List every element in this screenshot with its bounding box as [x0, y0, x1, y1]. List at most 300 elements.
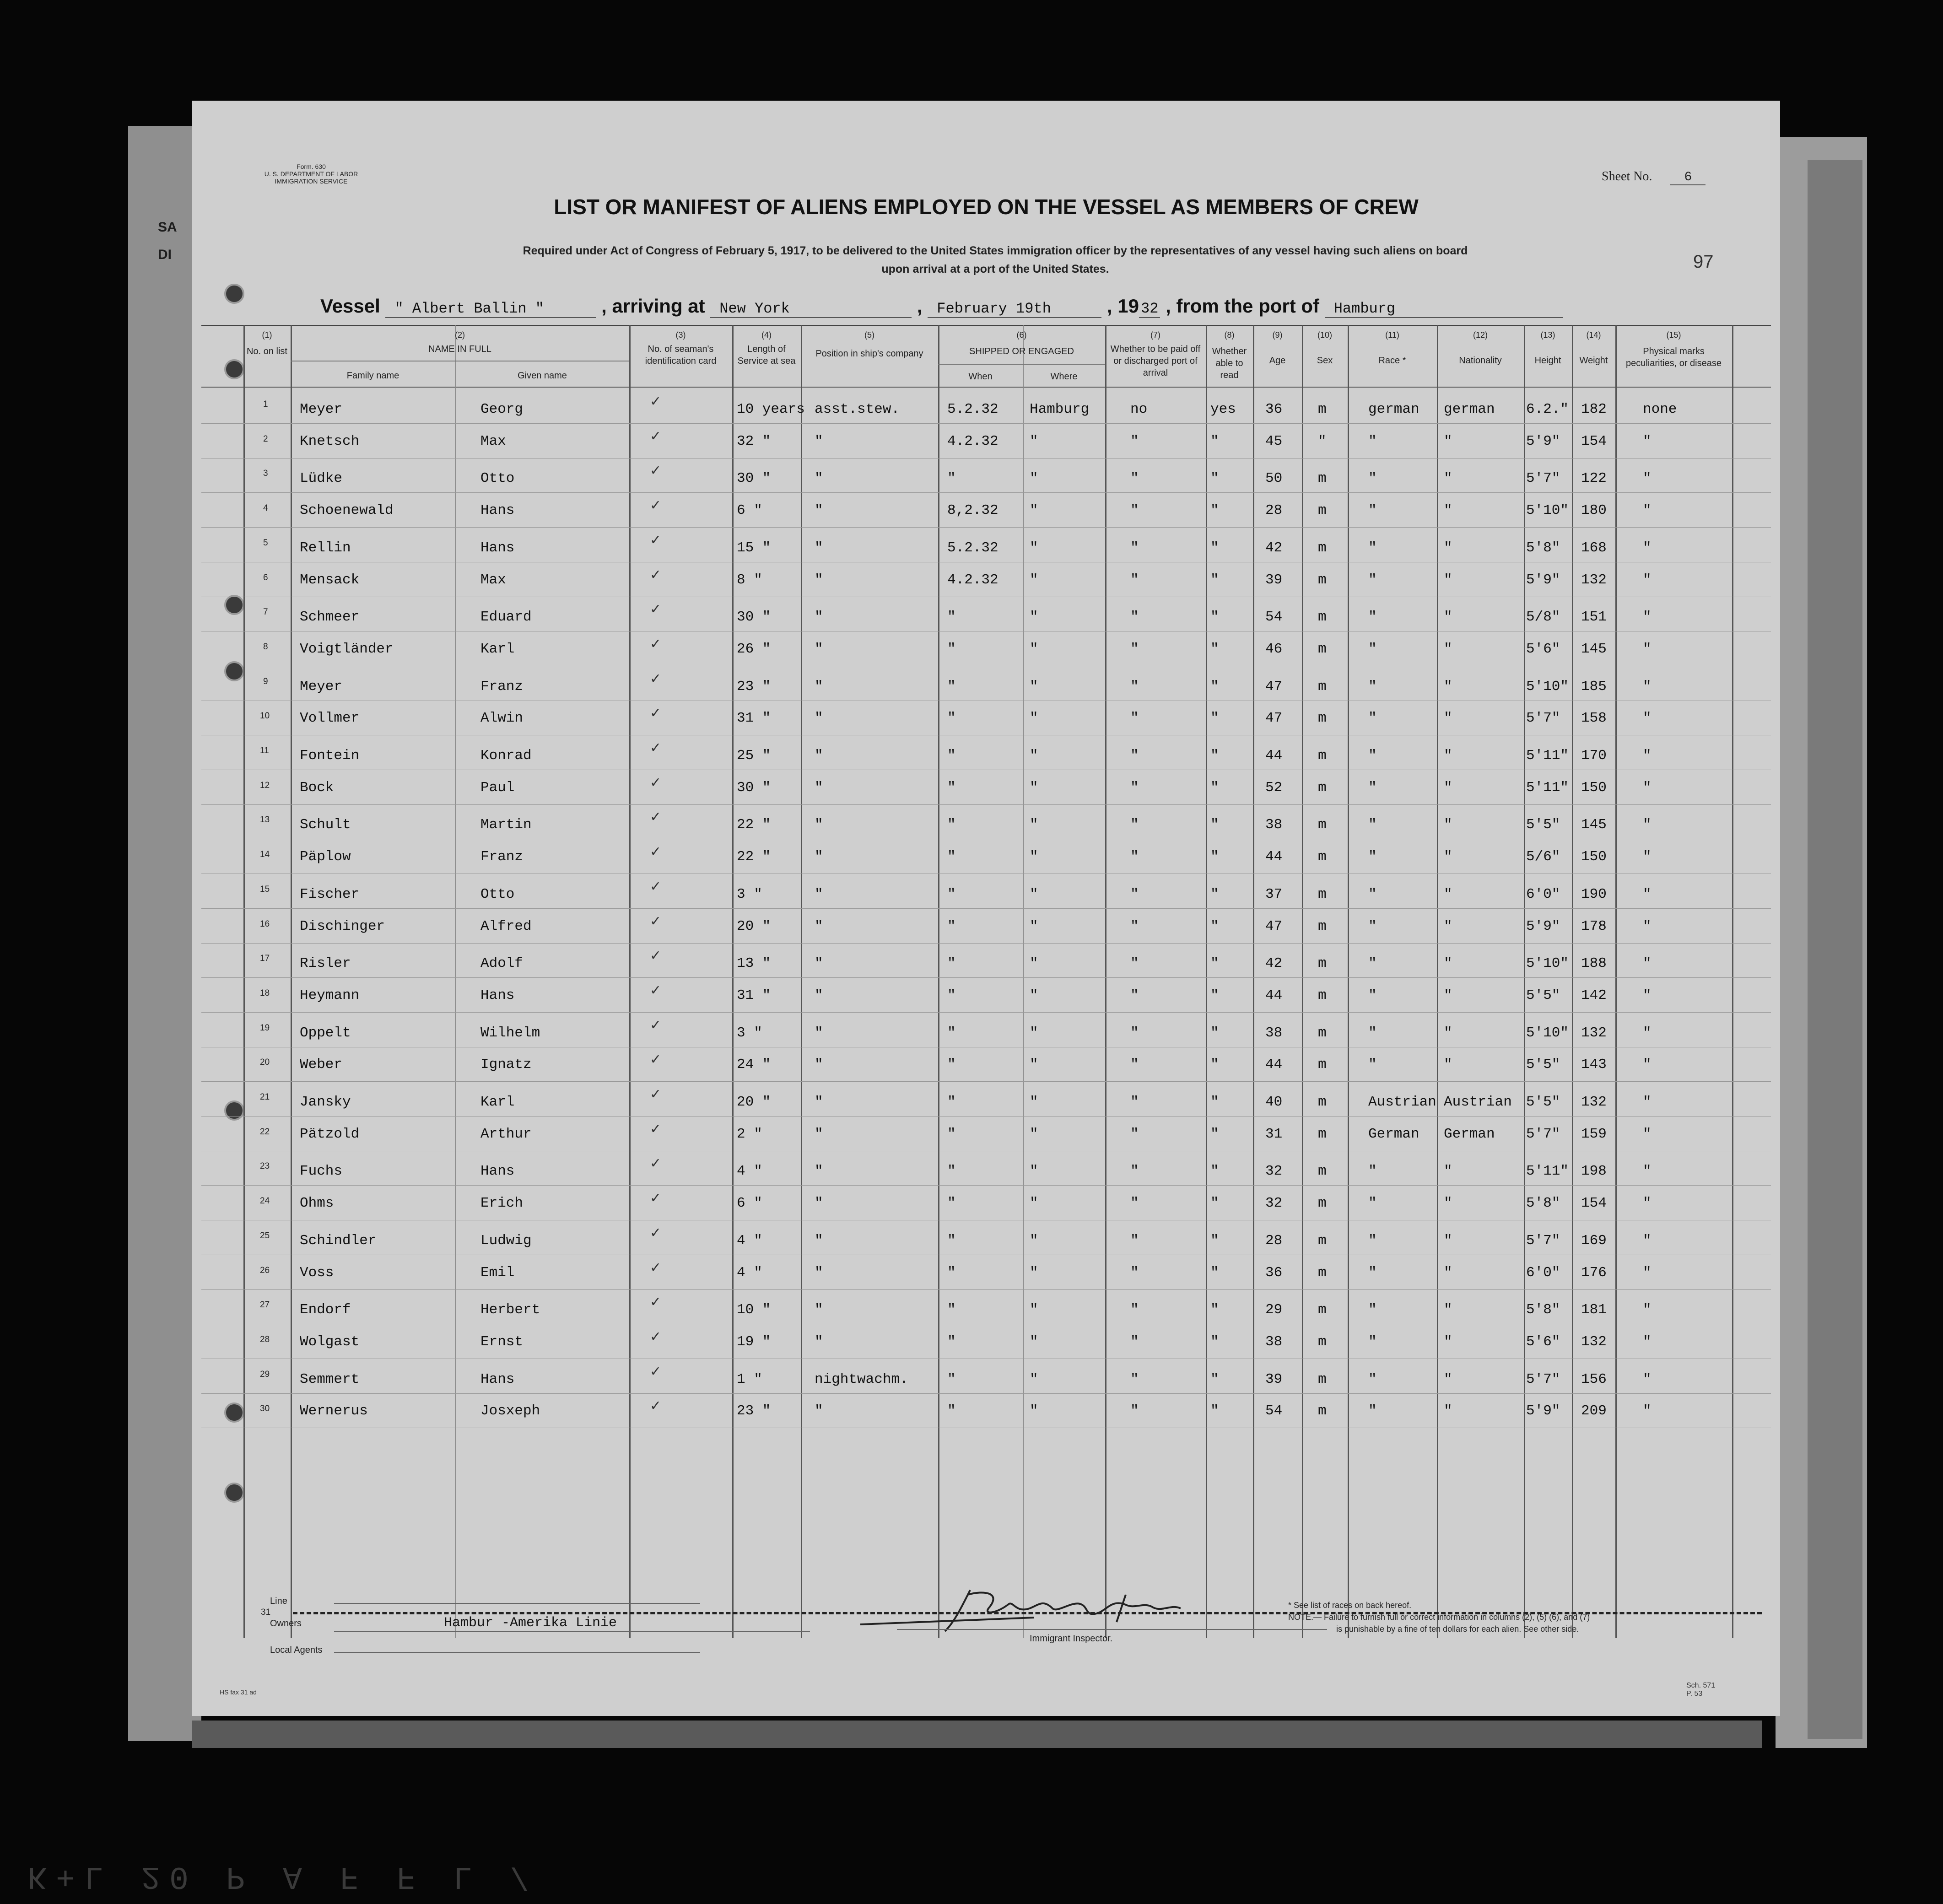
- given-name: Hans: [480, 987, 515, 1003]
- nationality: ": [1444, 849, 1452, 865]
- physical-marks: ": [1643, 539, 1652, 556]
- length-of-service: 6 ": [737, 502, 762, 519]
- signature-line: [897, 1629, 1327, 1630]
- table-row: [192, 1153, 1780, 1187]
- row-rule: [201, 1081, 1771, 1082]
- sex: m: [1318, 1126, 1327, 1142]
- weight: 132: [1581, 572, 1607, 588]
- shipped-when: ": [947, 1264, 956, 1281]
- height: 5'7": [1526, 470, 1560, 487]
- table-row: [192, 565, 1780, 599]
- family-name: Fuchs: [300, 1163, 343, 1180]
- position: ": [815, 641, 823, 657]
- length-of-service: 22 ": [737, 817, 771, 833]
- given-name: Konrad: [480, 748, 532, 764]
- sex: m: [1318, 609, 1327, 626]
- able-to-read: ": [1210, 1025, 1219, 1041]
- age: 44: [1265, 1057, 1283, 1073]
- length-of-service: 31 ": [737, 710, 771, 727]
- page-title: LIST OR MANIFEST OF ALIENS EMPLOYED ON THE VESSEL AS MEMBERS OF CREW: [554, 195, 1419, 219]
- sex: m: [1318, 1264, 1327, 1281]
- position: ": [815, 779, 823, 796]
- table-row: [192, 1119, 1780, 1153]
- position: ": [815, 817, 823, 833]
- paid-off: ": [1130, 1302, 1139, 1318]
- shipped-when: 5.2.32: [947, 401, 998, 417]
- check-mark: ✓: [650, 705, 662, 722]
- height: 6.2.": [1526, 401, 1569, 417]
- position: ": [815, 1403, 823, 1419]
- row-number: 20: [260, 1057, 270, 1068]
- position: nightwachm.: [815, 1371, 908, 1387]
- check-mark: ✓: [650, 463, 662, 479]
- race: ": [1368, 1057, 1377, 1073]
- race: ": [1368, 470, 1377, 487]
- weight: 190: [1581, 886, 1607, 902]
- column-number: (14): [1586, 330, 1601, 340]
- length-of-service: 8 ": [737, 572, 762, 588]
- header-name-in-full: NAME IN FULL: [428, 344, 491, 354]
- row-number: 10: [260, 711, 270, 721]
- row-number: 3: [263, 469, 268, 479]
- given-name: Hans: [480, 502, 515, 519]
- able-to-read: ": [1210, 918, 1219, 934]
- position: ": [815, 1025, 823, 1041]
- position: ": [815, 1057, 823, 1073]
- film-edge-marks: K+L 20 P A F F L /: [27, 1858, 539, 1894]
- header-sex: Sex: [1317, 356, 1333, 366]
- physical-marks: ": [1643, 470, 1652, 487]
- shipped-when: ": [947, 1333, 956, 1350]
- race: ": [1368, 678, 1377, 695]
- local-agents-label: Local Agents: [270, 1645, 323, 1655]
- height: 5'5": [1526, 817, 1560, 833]
- row-number: 19: [260, 1023, 270, 1033]
- family-name: Heymann: [300, 987, 360, 1003]
- race: ": [1368, 987, 1377, 1003]
- arrival-year: 32: [1139, 300, 1160, 318]
- able-to-read: ": [1210, 1403, 1219, 1419]
- paid-off: ": [1130, 1333, 1139, 1350]
- able-to-read: ": [1210, 1163, 1219, 1180]
- weight: 168: [1581, 539, 1607, 556]
- age: 50: [1265, 470, 1283, 487]
- position: ": [815, 572, 823, 588]
- header-physical-marks: Physical marks peculiarities, or disease: [1626, 346, 1722, 368]
- race: ": [1368, 1302, 1377, 1318]
- weight: 209: [1581, 1403, 1607, 1419]
- weight: 150: [1581, 849, 1607, 865]
- shipped-where: ": [1030, 918, 1038, 934]
- family-name: Lüdke: [300, 470, 343, 487]
- underlying-page-right-edge: [1808, 160, 1862, 1739]
- row-number: 24: [260, 1196, 270, 1206]
- length-of-service: 4 ": [737, 1163, 762, 1180]
- row-rule: [201, 1116, 1771, 1117]
- header-race: Race *: [1378, 356, 1406, 366]
- table-row: [192, 634, 1780, 668]
- column-number: (1): [262, 330, 272, 340]
- row-rule: [201, 1012, 1771, 1013]
- sex: m: [1318, 641, 1327, 657]
- given-name: Emil: [480, 1264, 515, 1281]
- physical-marks: ": [1643, 748, 1652, 764]
- nationality: ": [1444, 502, 1452, 519]
- nationality: ": [1444, 955, 1452, 972]
- able-to-read: ": [1210, 1195, 1219, 1212]
- length-of-service: 30 ": [737, 779, 771, 796]
- paid-off: ": [1130, 1057, 1139, 1073]
- height: 5'9": [1526, 1403, 1560, 1419]
- weight: 132: [1581, 1333, 1607, 1350]
- underlying-text: SA: [158, 220, 177, 235]
- shipped-where: ": [1030, 748, 1038, 764]
- family-name: Schult: [300, 817, 351, 833]
- column-number: (11): [1385, 330, 1399, 340]
- position: ": [815, 1333, 823, 1350]
- able-to-read: ": [1210, 987, 1219, 1003]
- family-name: Schmeer: [300, 609, 360, 626]
- weight: 169: [1581, 1232, 1607, 1249]
- age: 28: [1265, 1232, 1283, 1249]
- shipped-where: ": [1030, 779, 1038, 796]
- shipped-where: ": [1030, 1371, 1038, 1387]
- shipped-where: ": [1030, 470, 1038, 487]
- height: 5'8": [1526, 1302, 1560, 1318]
- form-number: Form. 630: [297, 163, 326, 170]
- race: ": [1368, 955, 1377, 972]
- weight: 198: [1581, 1163, 1607, 1180]
- height: 5'11": [1526, 779, 1569, 796]
- age: 29: [1265, 1302, 1283, 1318]
- position: ": [815, 1195, 823, 1212]
- subtitle-line: upon arrival at a port of the United States.: [881, 263, 1109, 275]
- position: ": [815, 987, 823, 1003]
- shipped-when: ": [947, 1126, 956, 1142]
- age: 44: [1265, 987, 1283, 1003]
- shipped-where: ": [1030, 886, 1038, 902]
- position: ": [815, 609, 823, 626]
- length-of-service: 26 ": [737, 641, 771, 657]
- given-name: Arthur: [480, 1126, 532, 1142]
- length-of-service: 31 ": [737, 987, 771, 1003]
- sex: m: [1318, 1232, 1327, 1249]
- page-subtitle: [389, 242, 1602, 278]
- length-of-service: 2 ": [737, 1126, 762, 1142]
- length-of-service: 30 ": [737, 470, 771, 487]
- paid-off: ": [1130, 433, 1139, 449]
- sex: m: [1318, 955, 1327, 972]
- column-number: (10): [1317, 330, 1332, 340]
- schedule-number: Sch. 571: [1686, 1682, 1716, 1689]
- table-row: [192, 1257, 1780, 1291]
- length-of-service: 6 ": [737, 1195, 762, 1212]
- table-row: [192, 980, 1780, 1014]
- header-position: Position in ship's company: [815, 349, 923, 359]
- shipped-when: ": [947, 1403, 956, 1419]
- age: 38: [1265, 1333, 1283, 1350]
- row-number: 1: [263, 399, 268, 409]
- height: 5'5": [1526, 1094, 1560, 1110]
- height: 5'11": [1526, 1163, 1569, 1180]
- height: 5'7": [1526, 710, 1560, 727]
- length-of-service: 10 years: [737, 401, 805, 417]
- race: ": [1368, 1264, 1377, 1281]
- check-mark: ✓: [650, 740, 662, 756]
- weight: 178: [1581, 918, 1607, 934]
- paid-off: ": [1130, 678, 1139, 695]
- table-row: [192, 495, 1780, 529]
- header-age: Age: [1269, 356, 1286, 366]
- sex: m: [1318, 539, 1327, 556]
- physical-marks: ": [1643, 641, 1652, 657]
- sex: m: [1318, 1057, 1327, 1073]
- age: 47: [1265, 678, 1283, 695]
- physical-marks: ": [1643, 1195, 1652, 1212]
- race: ": [1368, 1403, 1377, 1419]
- able-to-read: ": [1210, 1057, 1219, 1073]
- check-mark: ✓: [650, 1328, 662, 1345]
- header-weight: Weight: [1579, 356, 1608, 366]
- check-mark: ✓: [650, 636, 662, 652]
- physical-marks: ": [1643, 955, 1652, 972]
- check-mark: ✓: [650, 566, 662, 583]
- able-to-read: ": [1210, 955, 1219, 972]
- family-name: Ohms: [300, 1195, 334, 1212]
- height: 5'10": [1526, 1025, 1569, 1041]
- able-to-read: ": [1210, 433, 1219, 449]
- year-prefix: , 19: [1106, 295, 1139, 317]
- nationality: ": [1444, 1302, 1452, 1318]
- sex: m: [1318, 572, 1327, 588]
- weight: 143: [1581, 1057, 1607, 1073]
- check-mark: ✓: [650, 532, 662, 548]
- shipped-when: ": [947, 779, 956, 796]
- sex: m: [1318, 886, 1327, 902]
- length-of-service: 24 ": [737, 1057, 771, 1073]
- family-name: Pätzold: [300, 1126, 360, 1142]
- race: ": [1368, 1232, 1377, 1249]
- sex: m: [1318, 1025, 1327, 1041]
- nationality: ": [1444, 1025, 1452, 1041]
- able-to-read: ": [1210, 710, 1219, 727]
- family-name: Oppelt: [300, 1025, 351, 1041]
- table-row: [192, 1396, 1780, 1429]
- shipped-where: ": [1030, 1403, 1038, 1419]
- subheader-rule: [938, 364, 1105, 365]
- paid-off: ": [1130, 1094, 1139, 1110]
- table-row: [192, 530, 1780, 564]
- shipped-when: ": [947, 1302, 956, 1318]
- row-rule: [201, 1289, 1771, 1290]
- paid-off: ": [1130, 539, 1139, 556]
- physical-marks: ": [1643, 1302, 1652, 1318]
- position: ": [815, 502, 823, 519]
- height: 5'9": [1526, 433, 1560, 449]
- department-name: U. S. DEPARTMENT OF LABOR: [264, 170, 358, 178]
- race: ": [1368, 539, 1377, 556]
- paid-off: ": [1130, 1232, 1139, 1249]
- row-number: 8: [263, 642, 268, 652]
- check-mark: ✓: [650, 913, 662, 929]
- shipped-when: ": [947, 748, 956, 764]
- able-to-read: ": [1210, 1333, 1219, 1350]
- check-mark: ✓: [650, 1363, 662, 1380]
- weight: 151: [1581, 609, 1607, 626]
- position: ": [815, 886, 823, 902]
- height: 5'6": [1526, 641, 1560, 657]
- check-mark: ✓: [650, 1052, 662, 1068]
- check-mark: ✓: [650, 601, 662, 618]
- shipped-where: ": [1030, 1057, 1038, 1073]
- race: ": [1368, 779, 1377, 796]
- family-name: Wolgast: [300, 1333, 360, 1350]
- header-identification-card: No. of seaman's identification card: [645, 344, 717, 366]
- shipped-where: ": [1030, 849, 1038, 865]
- nationality: ": [1444, 1232, 1452, 1249]
- footer-agents: [270, 1645, 700, 1656]
- row-number: 12: [260, 780, 270, 790]
- table-row: [192, 841, 1780, 875]
- height: 6'0": [1526, 886, 1560, 902]
- check-mark: ✓: [650, 1017, 662, 1033]
- service-name: IMMIGRATION SERVICE: [275, 178, 348, 185]
- age: 28: [1265, 502, 1283, 519]
- length-of-service: 22 ": [737, 849, 771, 865]
- row-rule: [201, 1185, 1771, 1186]
- weight: 188: [1581, 955, 1607, 972]
- vessel-name: " Albert Ballin ": [385, 300, 596, 318]
- column-number: (8): [1224, 330, 1235, 340]
- header-paid-off: Whether to be paid off or discharged port of arrival: [1110, 344, 1201, 378]
- sex: m: [1318, 1195, 1327, 1212]
- weight: 150: [1581, 779, 1607, 796]
- length-of-service: 13 ": [737, 955, 771, 972]
- height: 5'8": [1526, 539, 1560, 556]
- physical-marks: ": [1643, 710, 1652, 727]
- given-name: Karl: [480, 1094, 515, 1110]
- sheet-number-value: 6: [1670, 170, 1706, 185]
- nationality: ": [1444, 1264, 1452, 1281]
- check-mark: ✓: [650, 1155, 662, 1172]
- height: 5'6": [1526, 1333, 1560, 1350]
- check-mark: ✓: [650, 1121, 662, 1137]
- family-name: Bock: [300, 779, 334, 796]
- row-number: 9: [263, 676, 268, 686]
- header-given-name: Given name: [518, 371, 567, 381]
- sheet-number: [1602, 169, 1706, 184]
- position: ": [815, 955, 823, 972]
- manifest-sheet: [192, 101, 1780, 1716]
- height: 5'10": [1526, 955, 1569, 972]
- table-row: [192, 807, 1780, 841]
- length-of-service: 4 ": [737, 1264, 762, 1281]
- race: ": [1368, 433, 1377, 449]
- shipped-where: ": [1030, 609, 1038, 626]
- table-row: [192, 945, 1780, 979]
- length-of-service: 20 ": [737, 1094, 771, 1110]
- weight: 182: [1581, 401, 1607, 417]
- subtitle-line: Required under Act of Congress of February 5, 1917, to be delivered to the United States immigration officer by the representatives of any vessel having such aliens on board: [523, 244, 1468, 257]
- shipped-when: ": [947, 470, 956, 487]
- nationality: ": [1444, 886, 1452, 902]
- physical-marks: ": [1643, 1057, 1652, 1073]
- sex: m: [1318, 1403, 1327, 1419]
- family-name: Rellin: [300, 539, 351, 556]
- physical-marks: ": [1643, 849, 1652, 865]
- sheet-number-label: Sheet No.: [1602, 169, 1652, 183]
- table-row: [192, 599, 1780, 633]
- family-name: Weber: [300, 1057, 343, 1073]
- shipped-where: ": [1030, 1195, 1038, 1212]
- position: ": [815, 918, 823, 934]
- paid-off: ": [1130, 641, 1139, 657]
- paid-off: ": [1130, 1371, 1139, 1387]
- nationality: ": [1444, 470, 1452, 487]
- paid-off: ": [1130, 572, 1139, 588]
- row-number: 15: [260, 884, 270, 894]
- nationality: ": [1444, 1333, 1452, 1350]
- physical-marks: ": [1643, 502, 1652, 519]
- column-number: (5): [864, 330, 874, 340]
- physical-marks: ": [1643, 1094, 1652, 1110]
- physical-marks: none: [1643, 401, 1677, 417]
- shipped-when: 4.2.32: [947, 572, 998, 588]
- position: ": [815, 1232, 823, 1249]
- row-number: 25: [260, 1230, 270, 1241]
- family-name: Risler: [300, 955, 351, 972]
- row-number: 4: [263, 503, 268, 513]
- height: 5'8": [1526, 1195, 1560, 1212]
- nationality: ": [1444, 572, 1452, 588]
- length-of-service: 3 ": [737, 886, 762, 902]
- sex: m: [1318, 1371, 1327, 1387]
- check-mark: ✓: [650, 670, 662, 687]
- shipped-where: ": [1030, 502, 1038, 519]
- column-number: (13): [1540, 330, 1555, 340]
- row-number: 22: [260, 1127, 270, 1137]
- paid-off: ": [1130, 1163, 1139, 1180]
- weight: 154: [1581, 433, 1607, 449]
- given-name: Franz: [480, 849, 524, 865]
- age: 54: [1265, 1403, 1283, 1419]
- paid-off: ": [1130, 1403, 1139, 1419]
- age: 44: [1265, 748, 1283, 764]
- able-to-read: ": [1210, 1264, 1219, 1281]
- able-to-read: ": [1210, 1371, 1219, 1387]
- nationality: ": [1444, 641, 1452, 657]
- family-name: Mensack: [300, 572, 360, 588]
- vessel-info: Vessel " Albert Ballin " , arriving at New York , February 19th , 19 32 , from the port of Hamburg: [320, 295, 1563, 318]
- table-row: [192, 669, 1780, 702]
- race: ": [1368, 886, 1377, 902]
- weight: 185: [1581, 678, 1607, 695]
- paid-off: ": [1130, 1264, 1139, 1281]
- footnote: [1288, 1599, 1677, 1635]
- weight: 154: [1581, 1195, 1607, 1212]
- check-mark: ✓: [650, 1398, 662, 1414]
- header-no-on-list: No. on list: [247, 346, 287, 356]
- shipped-where: ": [1030, 1333, 1038, 1350]
- local-agents-field: [334, 1652, 700, 1653]
- given-name: Hans: [480, 1371, 515, 1387]
- sex: m: [1318, 470, 1327, 487]
- given-name: Herbert: [480, 1302, 540, 1318]
- shipped-where: ": [1030, 1232, 1038, 1249]
- sex: m: [1318, 710, 1327, 727]
- row-number: 5: [263, 538, 268, 548]
- print-code: HS fax 31 ad: [220, 1688, 257, 1696]
